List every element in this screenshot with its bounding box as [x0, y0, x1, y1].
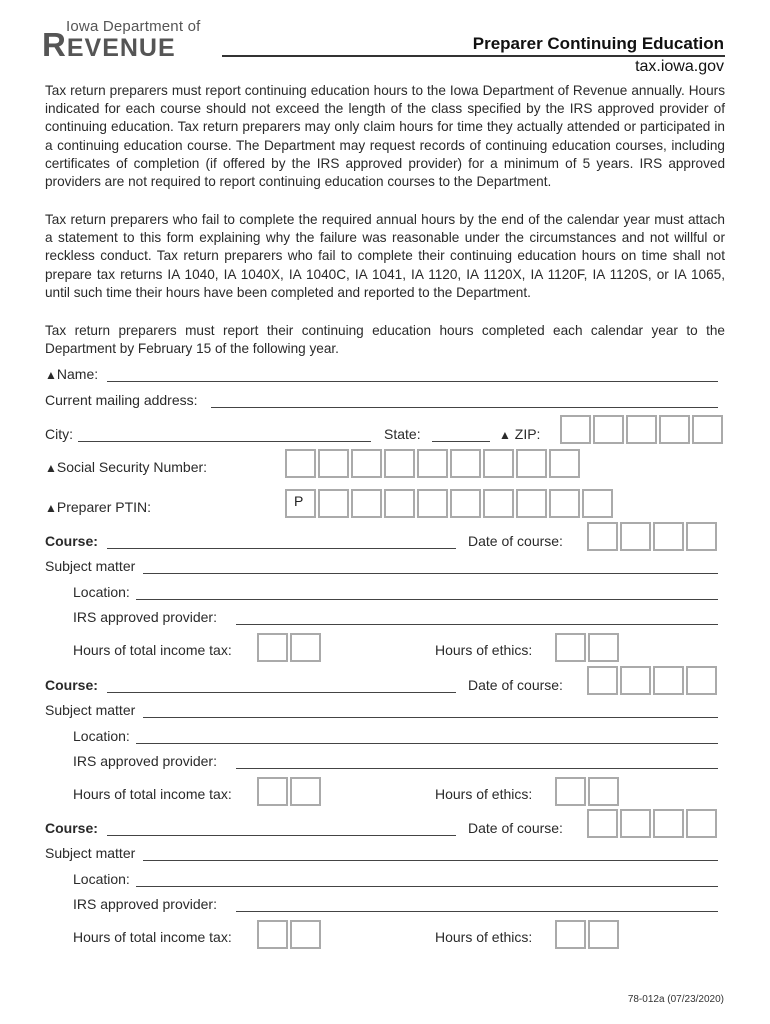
date-digit-box[interactable]	[587, 522, 618, 551]
ptin-digit-box[interactable]	[450, 489, 481, 518]
zip-digit-box[interactable]	[560, 415, 591, 444]
income-tax-hours-boxes[interactable]	[257, 633, 323, 662]
ethics-hours-boxes[interactable]	[555, 633, 621, 662]
instruction-paragraph-2: Tax return preparers who fail to complete the required annual hours by the end of the calendar year must attach a statement to this form explaining why the failure was reasonable under the circumstances and not willful or reckless conduct. Tax return preparers who fail to complete their continuing education hours on time shall not prepare tax returns IA 1040, IA 1040X, IA 1040C, IA 1041, IA 1120, IA 1120X, IA 1120F, IA 1120S, or IA 1065, until such time their hours have been completed and reported to the Department.	[45, 212, 725, 300]
ssn-label	[45, 459, 207, 475]
hours-digit-box[interactable]	[555, 633, 586, 662]
zip-input-boxes[interactable]	[560, 415, 725, 444]
income-tax-hours-boxes[interactable]	[257, 777, 323, 806]
date-digit-box[interactable]	[620, 809, 651, 838]
mailing-address-field[interactable]	[211, 407, 718, 408]
subject-matter-field[interactable]	[143, 717, 718, 718]
course-label: Course:	[45, 533, 98, 549]
location-label: Location:	[73, 728, 130, 744]
subject-matter-field[interactable]	[143, 860, 718, 861]
course-label: Course:	[45, 820, 98, 836]
ptin-digit-box[interactable]	[318, 489, 349, 518]
location-field[interactable]	[136, 599, 718, 600]
state-field[interactable]	[432, 441, 490, 442]
irs-provider-field[interactable]	[236, 911, 718, 912]
ptin-digit-box[interactable]	[417, 489, 448, 518]
state-label: State:	[384, 426, 421, 442]
income-tax-hours-boxes[interactable]	[257, 920, 323, 949]
website-url: tax.iowa.gov	[635, 58, 724, 75]
ethics-hours-label: Hours of ethics:	[435, 642, 533, 658]
ethics-hours-boxes[interactable]	[555, 920, 621, 949]
name-label	[45, 366, 98, 382]
ptin-digit-box[interactable]	[516, 489, 547, 518]
header-divider	[222, 55, 725, 57]
logo-initial: R	[42, 26, 67, 63]
date-of-course-label: Date of course:	[468, 677, 563, 693]
ssn-digit-box[interactable]	[450, 449, 481, 478]
required-marker-icon: ▲	[499, 428, 511, 442]
hours-digit-box[interactable]	[588, 633, 619, 662]
date-digit-box[interactable]	[587, 809, 618, 838]
hours-digit-box[interactable]	[257, 920, 288, 949]
form-title: Preparer Continuing Education	[472, 34, 724, 53]
course-name-field[interactable]	[107, 835, 456, 836]
zip-digit-box[interactable]	[593, 415, 624, 444]
ptin-digit-box[interactable]	[483, 489, 514, 518]
irs-provider-label: IRS approved provider:	[73, 896, 217, 912]
ssn-digit-box[interactable]	[417, 449, 448, 478]
agency-logo	[42, 26, 176, 64]
hours-digit-box[interactable]	[588, 920, 619, 949]
zip-digit-box[interactable]	[626, 415, 657, 444]
income-tax-hours-label: Hours of total income tax:	[73, 786, 232, 802]
hours-digit-box[interactable]	[290, 633, 321, 662]
course-name-field[interactable]	[107, 692, 456, 693]
date-digit-box[interactable]	[686, 809, 717, 838]
ssn-digit-box[interactable]	[318, 449, 349, 478]
name-label-text: Name:	[56, 366, 99, 382]
date-digit-box[interactable]	[686, 666, 717, 695]
subject-matter-label: Subject matter	[45, 702, 136, 718]
ptin-label	[45, 499, 151, 515]
location-label: Location:	[73, 871, 130, 887]
ethics-hours-boxes[interactable]	[555, 777, 621, 806]
ptin-prefix-box: P	[285, 489, 316, 518]
required-marker-icon: ▲	[45, 461, 57, 475]
ptin-label-text: Preparer PTIN:	[56, 499, 152, 515]
irs-provider-label: IRS approved provider:	[73, 753, 217, 769]
ptin-digit-box[interactable]	[582, 489, 613, 518]
hours-digit-box[interactable]	[257, 633, 288, 662]
ssn-digit-box[interactable]	[549, 449, 580, 478]
course-date-boxes[interactable]	[587, 666, 719, 695]
ptin-digit-box[interactable]	[384, 489, 415, 518]
irs-provider-label: IRS approved provider:	[73, 609, 217, 625]
subject-matter-label: Subject matter	[45, 558, 136, 574]
course-name-field[interactable]	[107, 548, 456, 549]
hours-digit-box[interactable]	[555, 777, 586, 806]
date-of-course-label: Date of course:	[468, 820, 563, 836]
hours-digit-box[interactable]	[290, 920, 321, 949]
irs-provider-field[interactable]	[236, 768, 718, 769]
ethics-hours-label: Hours of ethics:	[435, 786, 533, 802]
hours-digit-box[interactable]	[555, 920, 586, 949]
agency-name-line: Iowa Department of	[66, 18, 201, 35]
course-date-boxes[interactable]	[587, 809, 719, 838]
ssn-digit-box[interactable]	[384, 449, 415, 478]
course-label: Course:	[45, 677, 98, 693]
date-digit-box[interactable]	[686, 522, 717, 551]
instruction-paragraph-3: Tax return preparers must report their continuing education hours completed each calendar year to the Department by February 15 of the following year.	[45, 323, 725, 357]
location-field[interactable]	[136, 743, 718, 744]
ethics-hours-label: Hours of ethics:	[435, 929, 533, 945]
hours-digit-box[interactable]	[588, 777, 619, 806]
hours-digit-box[interactable]	[257, 777, 288, 806]
ssn-digit-box[interactable]	[483, 449, 514, 478]
location-label: Location:	[73, 584, 130, 600]
required-marker-icon: ▲	[45, 368, 57, 382]
date-digit-box[interactable]	[620, 666, 651, 695]
ptin-digit-box[interactable]	[549, 489, 580, 518]
ptin-input-boxes[interactable]	[285, 489, 615, 518]
income-tax-hours-label: Hours of total income tax:	[73, 642, 232, 658]
ssn-input-boxes[interactable]	[285, 449, 582, 478]
income-tax-hours-label: Hours of total income tax:	[73, 929, 232, 945]
date-digit-box[interactable]	[620, 522, 651, 551]
zip-digit-box[interactable]	[692, 415, 723, 444]
date-digit-box[interactable]	[587, 666, 618, 695]
subject-matter-label: Subject matter	[45, 845, 136, 861]
city-label: City:	[45, 426, 73, 442]
mailing-address-label: Current mailing address:	[45, 392, 198, 408]
hours-digit-box[interactable]	[290, 777, 321, 806]
date-of-course-label: Date of course:	[468, 533, 563, 549]
ssn-label-text: Social Security Number:	[56, 459, 208, 475]
date-digit-box[interactable]	[653, 522, 684, 551]
course-date-boxes[interactable]	[587, 522, 719, 551]
subject-matter-field[interactable]	[143, 573, 718, 574]
name-field[interactable]	[107, 381, 718, 382]
zip-label-text: ZIP:	[514, 426, 541, 442]
ptin-digit-box[interactable]	[351, 489, 382, 518]
ssn-digit-box[interactable]	[285, 449, 316, 478]
instruction-paragraph-1: Tax return preparers must report continuing education hours to the Iowa Department of Revenue annually. Hours indicated for each course should not exceed the length of the class specified by the IRS approved provider of continuing education. Tax return preparers may only claim hours for time they actually attended or participated in a continuing education course. The Department may request records of continuing education courses, including certificates of completion (if offered by the IRS approved provider) for a minimum of 5 years. IRS approved providers are not required to report continuing education courses to the Department.	[45, 83, 725, 190]
logo-word: EVENUE	[66, 34, 176, 62]
city-field[interactable]	[78, 441, 371, 442]
ssn-digit-box[interactable]	[516, 449, 547, 478]
zip-label	[499, 426, 540, 442]
irs-provider-field[interactable]	[236, 624, 718, 625]
ssn-digit-box[interactable]	[351, 449, 382, 478]
date-digit-box[interactable]	[653, 666, 684, 695]
form-number: 78-012a (07/23/2020)	[627, 994, 724, 1005]
date-digit-box[interactable]	[653, 809, 684, 838]
zip-digit-box[interactable]	[659, 415, 690, 444]
location-field[interactable]	[136, 886, 718, 887]
required-marker-icon: ▲	[45, 501, 57, 515]
